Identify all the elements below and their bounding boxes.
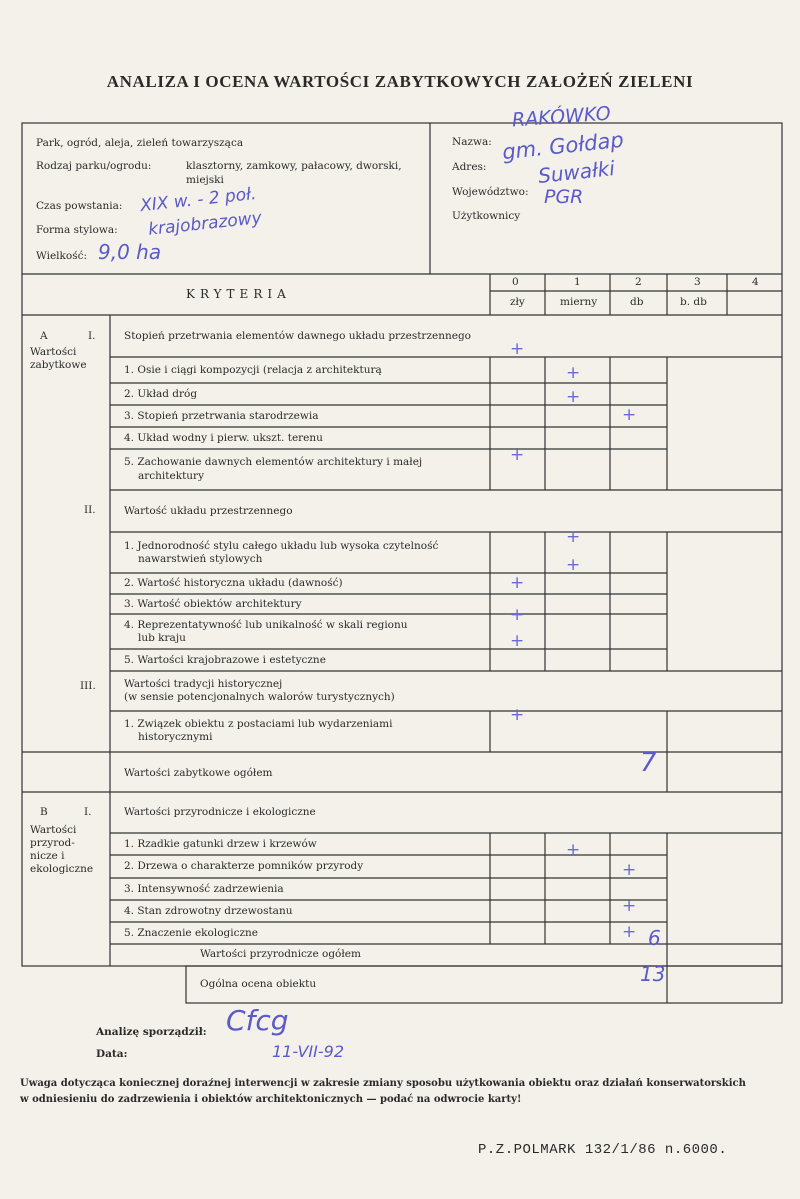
mark-a1-2: + [566,363,581,383]
a-total-label: Wartości zabytkowe ogółem [124,767,273,779]
a-total-value: 7 [640,748,657,778]
ogolna-value: 13 [640,962,666,986]
date-value: 11-VII-92 [272,1042,344,1061]
mark-a1-6: + [510,445,525,465]
mark-a2-4: + [510,605,525,625]
a2-item-2: 2. Wartość historyczna układu (dawność) [124,577,343,589]
wojewodztwo-label: Województwo: [452,186,529,198]
section-b-name-4: ekologiczne [30,863,94,875]
a3-item-1: 1. Związek obiektu z postaciami lub wydarzeniami [124,718,393,730]
section-b-name-1: Wartości [30,824,77,836]
section-a-name: Wartości zabytkowe [30,346,87,371]
adres-value-2: Suwałki [536,156,616,188]
b1-item-1: 1. Rzadkie gatunki drzew i krzewów [124,838,317,850]
a1-item-5: 5. Zachowanie dawnych elementów architektury i małej [124,456,423,468]
a1-item-1: 1. Osie i ciągi kompozycji (relacja z architekturą [124,364,382,376]
b-total-value: 6 [648,926,661,950]
a1-item-5b: architektury [138,470,205,482]
section-b-letter: B [40,806,48,818]
b-total-label: Wartości przyrodnicze ogółem [200,948,361,960]
section-a-roman: I. [88,330,96,342]
mark-a1-4: + [622,405,637,425]
mark-a1-3: + [566,387,581,407]
rodzaj-options: klasztorny, zamkowy, pałacowy, dworski, [186,160,402,172]
a2-item-3: 3. Wartość obiektów architektury [124,598,302,610]
mark-b1-4: + [622,922,637,942]
mark-a3-1: + [510,705,525,725]
a2-item-4b: lub kraju [138,632,186,644]
signature: Cfcg [226,1004,289,1037]
footer-code: P.Z.POLMARK 132/1/86 n.6000. [478,1142,728,1158]
note-line-2: w odniesieniu do zadrzewienia i obiektów architektonicznych — podać na odwrocie karty! [20,1094,522,1105]
forma-label: Forma stylowa: [36,224,118,236]
a1-item-2: 2. Układ dróg [124,388,198,400]
section-b-roman: I. [84,806,92,818]
note-line-1: Uwaga dotycząca koniecznej doraźnej interwencji w zakresie zmiany sposobu użytkowania obiektu oraz działań konserwatorskich [20,1078,746,1089]
a1-item-3: 3. Stopień przetrwania starodrzewia [124,410,319,422]
grade-mierny: mierny [560,296,598,308]
wielkosc-label: Wielkość: [36,250,88,262]
a2-item-4: 4. Reprezentatywność lub unikalność w skali regionu [124,619,408,631]
section-a-letter: A [40,330,48,342]
nazwa-label: Nazwa: [452,136,492,148]
a3-item-1b: historycznymi [138,731,213,743]
czas-value: XIX w. - 2 poł. [139,183,258,217]
form-title: ANALIZA I OCENA WARTOŚCI ZABYTKOWYCH ZAŁOŻEŃ ZIELENI [106,72,694,91]
a3-title: Wartości tradycji historycznej [124,678,283,690]
score-3: 3 [694,276,701,288]
rodzaj-options-2: miejski [186,174,224,186]
a2-title: Wartość układu przestrzennego [124,505,293,517]
b1-item-3: 3. Intensywność zadrzewienia [124,883,284,895]
score-2: 2 [635,276,642,288]
nazwa-value: RAKÓWKO [511,102,612,132]
grade-bdb: b. db [680,296,707,308]
mark-a2-5: + [510,631,525,651]
score-4: 4 [752,276,759,288]
mark-a1-1: + [510,339,525,359]
adres-label: Adres: [452,161,487,173]
analize-label: Analizę sporządził: [96,1026,207,1038]
park-type-line: Park, ogród, aleja, zieleń towarzysząca [36,137,244,149]
section-b-name-3: nicze i [30,850,65,862]
mark-b1-1: + [566,840,581,860]
forma-value: krajobrazowy [147,208,263,240]
b1-item-4: 4. Stan zdrowotny drzewostanu [124,905,293,917]
b1-title: Wartości przyrodnicze i ekologiczne [124,806,316,818]
ogolna-label: Ogólna ocena obiektu [200,978,317,990]
grade-zly: zły [510,296,525,308]
wojewodztwo-value: PGR [544,186,584,208]
section-a-roman-3: III. [80,680,96,692]
wielkosc-value: 9,0 ha [98,240,162,264]
b1-item-5: 5. Znaczenie ekologiczne [124,927,259,939]
mark-b1-2: + [622,860,637,880]
score-0: 0 [512,276,519,288]
czas-label: Czas powstania: [36,200,123,212]
mark-b1-3: + [622,896,637,916]
score-1: 1 [574,276,581,288]
a2-item-1: 1. Jednorodność stylu całego układu lub wysoka czytelność [124,540,439,552]
section-b-name-2: przyrod- [30,837,75,849]
a1-item-4: 4. Układ wodny i pierw. ukszt. terenu [124,432,323,444]
uzytkownicy-label: Użytkownicy [452,210,521,222]
adres-value: gm. Gołdap [501,127,625,165]
rodzaj-label: Rodzaj parku/ogrodu: [36,160,152,172]
mark-a2-2: + [566,555,581,575]
a1-title: Stopień przetrwania elementów dawnego układu przestrzennego [124,330,471,342]
b1-item-2: 2. Drzewa o charakterze pomników przyrody [124,860,364,872]
section-a-roman-2: II. [84,504,96,516]
a3-title-2: (w sensie potencjonalnych walorów turystycznych) [124,691,395,703]
kryteria-heading: KRYTERIA [186,287,291,301]
a2-item-5: 5. Wartości krajobrazowe i estetyczne [124,654,326,666]
mark-a2-3: + [510,573,525,593]
data-label: Data: [96,1048,128,1060]
mark-a2-1: + [566,527,581,547]
grade-db: db [630,296,644,308]
a2-item-1b: nawarstwień stylowych [138,553,263,565]
